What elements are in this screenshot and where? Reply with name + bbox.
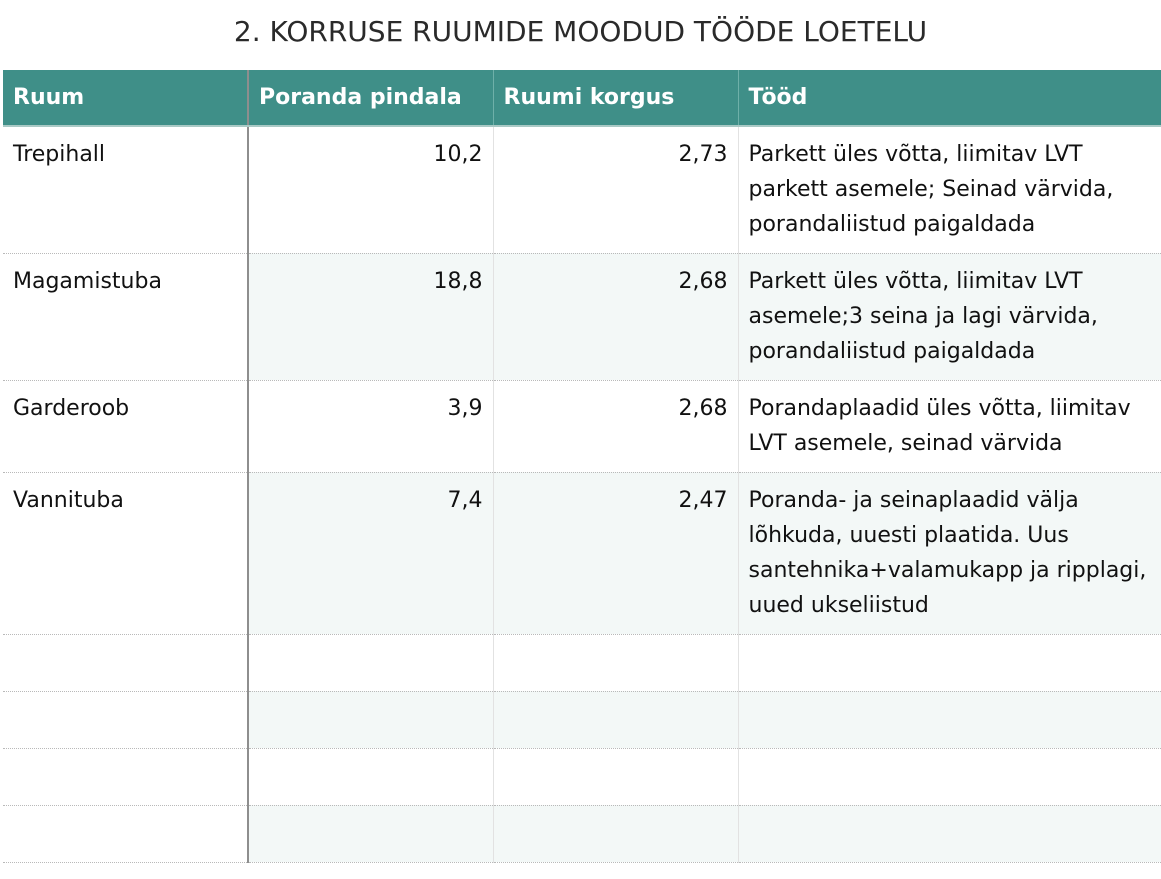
empty-cell[interactable] bbox=[738, 634, 1161, 691]
empty-table-row bbox=[3, 691, 1161, 748]
cell-height[interactable]: 2,47 bbox=[493, 472, 738, 634]
page-title: 2. KORRUSE RUUMIDE MOODUD TÖÖDE LOETELU bbox=[233, 15, 928, 48]
cell-room[interactable]: Magamistuba bbox=[3, 253, 248, 380]
empty-cell[interactable] bbox=[493, 805, 738, 862]
empty-table-row bbox=[3, 805, 1161, 862]
empty-cell[interactable] bbox=[248, 748, 493, 805]
empty-cell[interactable] bbox=[738, 805, 1161, 862]
empty-cell[interactable] bbox=[248, 634, 493, 691]
cell-works[interactable]: Porandaplaadid üles võtta, liimitav LVT asemele, seinad värvida bbox=[738, 380, 1161, 472]
cell-height[interactable]: 2,68 bbox=[493, 380, 738, 472]
cell-works[interactable]: Parkett üles võtta, liimitav LVT parkett asemele; Seinad värvida, porandaliistud paigaldada bbox=[738, 126, 1161, 253]
column-header-height[interactable]: Ruumi korgus bbox=[493, 70, 738, 126]
cell-works[interactable]: Poranda- ja seinaplaadid välja lõhkuda, uuesti plaatida. Uus santehnika+valamukapp ja ripplagi, uued ukseliistud bbox=[738, 472, 1161, 634]
empty-cell[interactable] bbox=[493, 748, 738, 805]
empty-cell[interactable] bbox=[3, 691, 248, 748]
empty-cell[interactable] bbox=[738, 691, 1161, 748]
empty-cell[interactable] bbox=[3, 634, 248, 691]
column-header-floor-area[interactable]: Poranda pindala bbox=[248, 70, 493, 126]
empty-cell[interactable] bbox=[493, 634, 738, 691]
cell-works[interactable]: Parkett üles võtta, liimitav LVT asemele;3 seina ja lagi värvida, porandaliistud paigaldada bbox=[738, 253, 1161, 380]
cell-floor-area[interactable]: 18,8 bbox=[248, 253, 493, 380]
empty-cell[interactable] bbox=[493, 691, 738, 748]
cell-floor-area[interactable]: 3,9 bbox=[248, 380, 493, 472]
empty-table-row bbox=[3, 748, 1161, 805]
empty-cell[interactable] bbox=[738, 748, 1161, 805]
cell-room[interactable]: Trepihall bbox=[3, 126, 248, 253]
table-row bbox=[3, 472, 1161, 634]
cell-height[interactable]: 2,68 bbox=[493, 253, 738, 380]
cell-floor-area[interactable]: 7,4 bbox=[248, 472, 493, 634]
cell-floor-area[interactable]: 10,2 bbox=[248, 126, 493, 253]
cell-height[interactable]: 2,73 bbox=[493, 126, 738, 253]
cell-room[interactable]: Vannituba bbox=[3, 472, 248, 634]
table-row bbox=[3, 126, 1161, 253]
table-header-row bbox=[3, 70, 1161, 126]
cell-room[interactable]: Garderoob bbox=[3, 380, 248, 472]
table-row bbox=[3, 380, 1161, 472]
empty-cell[interactable] bbox=[3, 748, 248, 805]
empty-table-row bbox=[3, 634, 1161, 691]
empty-cell[interactable] bbox=[248, 805, 493, 862]
column-header-room[interactable]: Ruum bbox=[3, 70, 248, 126]
rooms-table bbox=[3, 70, 1161, 863]
empty-cell[interactable] bbox=[248, 691, 493, 748]
empty-cell[interactable] bbox=[3, 805, 248, 862]
table-row bbox=[3, 253, 1161, 380]
column-header-works[interactable]: Tööd bbox=[738, 70, 1161, 126]
